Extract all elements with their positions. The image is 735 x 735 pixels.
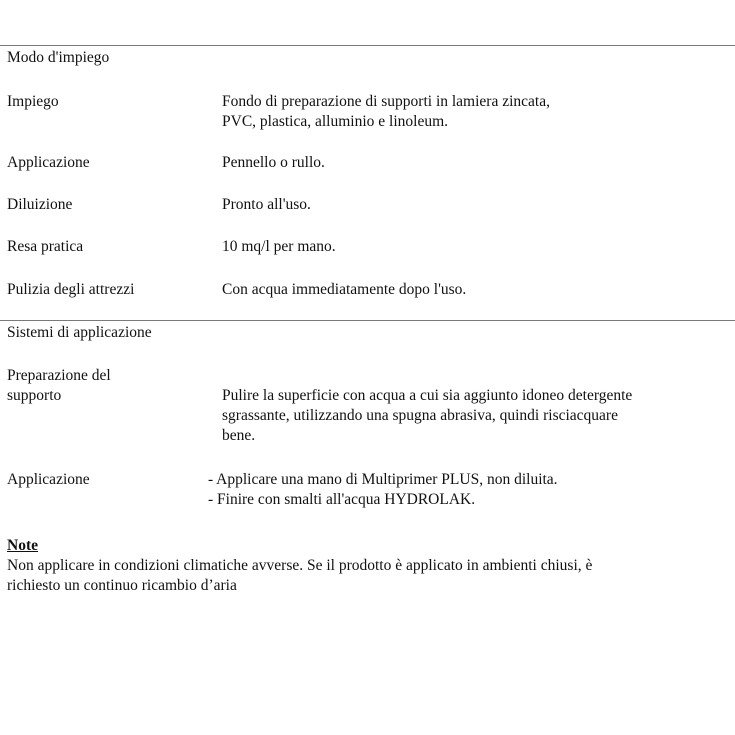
- label-resa-pratica: Resa pratica: [7, 238, 84, 255]
- value-impiego-line1: Fondo di preparazione di supporti in lamiera zincata,: [222, 93, 550, 110]
- value-preparazione-line2: sgrassante, utilizzando una spugna abrasiva, quindi risciacquare: [222, 407, 618, 424]
- notes-heading: Note: [7, 537, 38, 554]
- section-divider-top: [0, 45, 735, 46]
- value-resa-pratica: 10 mq/l per mano.: [222, 238, 336, 255]
- section-title-modo-impiego: Modo d'impiego: [7, 49, 110, 66]
- value-impiego-line2: PVC, plastica, alluminio e linoleum.: [222, 113, 449, 130]
- value-applicazione-sistema-line2: - Finire con smalti all'acqua HYDROLAK.: [208, 491, 476, 508]
- label-diluizione: Diluizione: [7, 196, 73, 213]
- section-title-sistemi-applicazione: Sistemi di applicazione: [7, 324, 152, 341]
- notes-line2: richiesto un continuo ricambio d’aria: [7, 577, 237, 594]
- value-applicazione-sistema-line1: - Applicare una mano di Multiprimer PLUS, non diluita.: [208, 471, 558, 488]
- label-pulizia-attrezzi: Pulizia degli attrezzi: [7, 281, 135, 298]
- section-divider-middle: [0, 320, 735, 321]
- label-preparazione-line2: supporto: [7, 387, 62, 404]
- value-diluizione: Pronto all'uso.: [222, 196, 311, 213]
- label-impiego: Impiego: [7, 93, 59, 110]
- value-applicazione: Pennello o rullo.: [222, 154, 325, 171]
- label-preparazione-line1: Preparazione del: [7, 367, 111, 384]
- value-preparazione-line1: Pulire la superficie con acqua a cui sia aggiunto idoneo detergente: [222, 387, 633, 404]
- label-applicazione: Applicazione: [7, 154, 90, 171]
- label-applicazione-sistema: Applicazione: [7, 471, 90, 488]
- value-pulizia-attrezzi: Con acqua immediatamente dopo l'uso.: [222, 281, 467, 298]
- value-preparazione-line3: bene.: [222, 427, 256, 444]
- notes-line1: Non applicare in condizioni climatiche avverse. Se il prodotto è applicato in ambienti chiusi, è: [7, 557, 593, 574]
